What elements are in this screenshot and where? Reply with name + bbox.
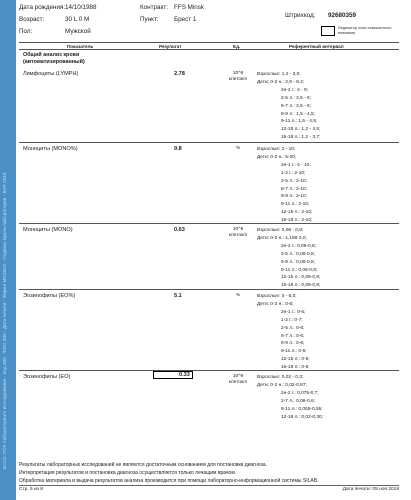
unit: % [235, 146, 241, 151]
ref-line: 2н-2 г.: 0,06-0,8; [281, 243, 317, 249]
ref-line: 12-15 л.: 0,06-0,8; [281, 275, 321, 281]
ref-line: 2н-1 г.: 0-6; [281, 309, 306, 315]
ref-line: 1-2 г.: 2-10; [281, 170, 306, 176]
ref-line: 9-11 л.: 0-6; [281, 349, 307, 355]
footer-note-2: Интерпретация результатов и постановка диагноза осуществляется только лечащим врачом. [19, 470, 237, 476]
ref-line: 2-5 л.: 0,06-0,8; [281, 251, 315, 257]
unit: 10^9 клеток/л [228, 71, 248, 82]
reference-interval [257, 71, 320, 142]
group-row [19, 50, 399, 68]
col-result: Результат [159, 44, 182, 49]
unit: % [235, 293, 241, 298]
reference-interval [257, 227, 320, 290]
reference-interval [257, 374, 323, 421]
point-value: Брест 1 [174, 16, 197, 23]
contract-value: FFS Minsk [174, 4, 205, 11]
dob-label: Дата рождения: [19, 4, 66, 11]
col-reference: Референтный интервал [289, 44, 344, 49]
table-header [19, 43, 399, 50]
ref-line: 8-9 л.: 2-10; [281, 194, 307, 200]
ref-line: 6-7 л.: 2-10; [281, 186, 307, 192]
page-number: Стр. 5 из 8 [19, 487, 43, 492]
ref-line: 2-5 л.: 2-10; [281, 178, 307, 184]
ref-line: 8-9 л.: 1,5 - 4,5; [281, 111, 315, 117]
unit: 10^9 клеток/л [228, 374, 248, 385]
indicator-box [321, 26, 335, 36]
ref-line: 2-5 л.: 0-6; [281, 325, 305, 331]
result-value-highlighted: 0.33 [153, 371, 193, 379]
indicator-text: Индикатор зоны повышенного внимания [338, 26, 392, 35]
ref-line: 8-11 л.: 0,055-0,55; [281, 406, 323, 412]
report-page [17, 0, 411, 500]
ref-line: 12-15 л.: 1,2 - 4,5; [281, 127, 321, 133]
ref-line: 2н-2 г.: 0,075-0,7; [281, 390, 319, 396]
table-row [19, 290, 399, 371]
ref-line: 2н-2 г.: 4 - 9; [281, 87, 309, 93]
result-value: 0.63 [174, 227, 185, 233]
sex-label: Пол: [19, 28, 33, 35]
age-value: 30 L 0 M [65, 16, 90, 23]
ref-line: 16-18 л.: 2-10; [281, 218, 313, 224]
ref-line: 9-11 л.: 0,06-0,8; [281, 267, 318, 273]
indicator-name: Эозинофилы (EO) [23, 374, 71, 380]
ref-line: 5-9 л.: 0,06-0,8; [281, 259, 315, 265]
ref-line: Дети: 0-2 н.: 1,169-3,0; [257, 235, 307, 241]
col-indicator: Показатель [67, 44, 94, 49]
barcode-value: 92680359 [328, 12, 357, 19]
ref-line: 9-11 л.: 1,5 - 4,5; [281, 119, 318, 125]
group-title: Общий анализ крови (автоматизированный) [23, 52, 85, 65]
print-date: Дата печати: 05.ноя.2018 [342, 487, 399, 492]
ref-line: Дети: 0-2 н.: 0-6; [257, 301, 294, 307]
ref-line: 1-2 г.: 0-7; [281, 317, 303, 323]
ref-line: Взрослые: 0,02 - 0,3; [257, 375, 304, 380]
ref-line: 16-18 л.: 0,06-0,8; [281, 283, 321, 289]
table-row [19, 143, 399, 224]
table-row [19, 68, 399, 143]
ref-line: Дети: 0-2 н.: 0,02-0,87; [257, 382, 307, 388]
contract-label: Контракт: [140, 4, 168, 11]
indicator-name: Эозинофилы (EO%) [23, 293, 76, 299]
unit: 10^9 клеток/л [228, 227, 248, 238]
results-table [19, 42, 399, 425]
ref-line: 8-9 л.: 0-6; [281, 341, 305, 347]
table-row [19, 224, 399, 290]
ref-line: 16-18 л.: 1,2 - 3,7; [281, 135, 321, 141]
indicator-name: Моноциты (MONO%) [23, 146, 78, 152]
side-strip [0, 0, 16, 500]
footer-note-1: Результаты лабораторных исследований не являются достаточным основанием для постановки диагноза. [19, 462, 267, 468]
ref-line: Взрослые: 2 - 10; [257, 147, 296, 152]
result-value: 9.8 [174, 146, 182, 152]
ref-line: Взрослые: 0 - 6,0; [257, 294, 297, 299]
barcode-label: Штрихкод: [285, 12, 316, 19]
footer-note-3: Обработка материала и выдача результатов анализа производится при помощи лабораторно-информационной системы SILAB. [19, 478, 319, 484]
ref-line: Взрослые: 0,06 - 0,8; [257, 228, 304, 233]
indicator-name: Моноциты (MONO) [23, 227, 73, 233]
reference-interval [257, 146, 312, 225]
result-value: 5.1 [174, 293, 182, 299]
footer-divider [19, 485, 399, 486]
reference-interval [257, 293, 310, 372]
result-value: 2.78 [174, 71, 185, 77]
dob-value: 14/10/1988 [65, 4, 97, 11]
ref-line: 12-18 л.: 0,02-0,30; [281, 414, 324, 420]
ref-line: 12-15 л.: 0-6; [281, 357, 310, 363]
age-label: Возраст: [19, 16, 45, 23]
ref-line: Дети: 0-2 н.: 2,9 - 9,4; [257, 79, 305, 85]
col-unit: Ед. [233, 44, 241, 49]
table-row [19, 371, 399, 425]
ref-line: 16-18 л.: 0-6; [281, 365, 310, 371]
ref-line: 6-7 л.: 2,5 - 6; [281, 103, 311, 109]
ref-line: 12-15 л.: 2-10; [281, 210, 313, 216]
ref-line: 6-7 л.: 0-6; [281, 333, 305, 339]
ref-line: 2н-1 г.: 4 - 10; [281, 162, 311, 168]
ref-line: Взрослые: 1,2 - 3,0; [257, 72, 301, 77]
point-label: Пункт: [140, 16, 159, 23]
ref-line: 9-11 л.: 2-10; [281, 202, 310, 208]
indicator-name: Лимфоциты (LYMPH) [23, 71, 79, 77]
ref-line: Дети: 0-2 н.: 5-20; [257, 154, 297, 160]
side-strip-text: ЭССО: PDF лабораторного исследования · Код 380 · ФИО 380 · Дата печати · Фирма MEDBIO · Подпись врача лаборатории · ВАР 2018 [2, 172, 7, 470]
sex-value: Мужской [65, 28, 91, 35]
ref-line: 2-7 л.: 0,06-0,6; [281, 398, 315, 404]
ref-line: 2-5 л.: 2,5 - 6; [281, 95, 311, 101]
